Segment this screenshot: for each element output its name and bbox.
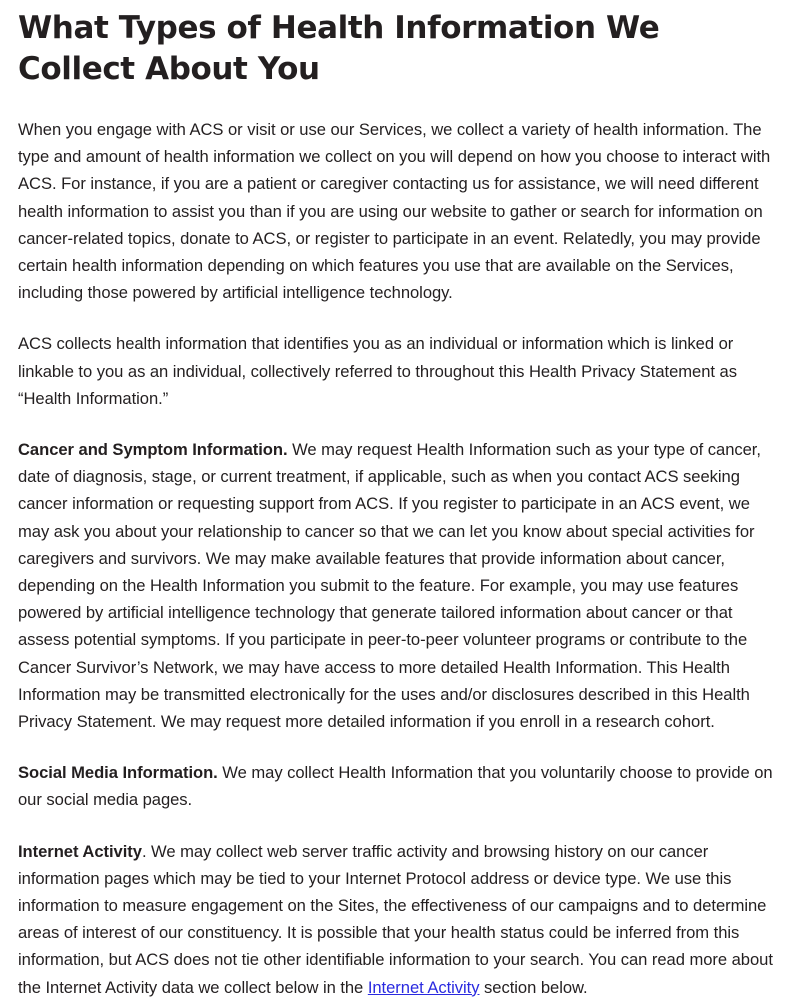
privacy-statement-page bbox=[0, 8, 800, 1001]
paragraph-text-after-link: section below. bbox=[479, 977, 588, 997]
paragraph-text: We may request Health Information such as your type of cancer, date of diagnosis, stage, or current treatment, if applicable, such as when you contact ACS seeking cancer information or requesting support from ACS. If you register to participate in an ACS event, we may ask you about your relationship to cancer so that we can let you know about special activities for caregivers and survivors. We may make available features that provide information about cancer, depending on the Health Information you submit to the feature. For example, you may use features powered by artificial intelligence technology that generate tailored information about cancer or that assess potential symptoms. If you participate in peer-to-peer volunteer programs or contribute to the Cancer Survivor’s Network, we may have access to more detailed Health Information. This Health Information may be transmitted electronically for the uses and/or disclosures described in this Health Privacy Statement. We may request more detailed information if you enroll in a research cohort. bbox=[18, 440, 761, 732]
paragraph-text: When you engage with ACS or visit or use our Services, we collect a variety of health information. The type and amount of health information we collect on you will depend on how you choose to interact with ACS. For instance, if you are a patient or caregiver contacting us for assistance, we will need different health information to assist you than if you are using our website to gather or search for information on cancer-related topics, donate to ACS, or register to participate in an event. Relatedly, you may provide certain health information depending on which features you use that are available on the Services, including those powered by artificial intelligence technology. bbox=[18, 120, 771, 303]
intro-paragraph bbox=[18, 116, 783, 306]
page-title: What Types of Health Information We Collect About You bbox=[18, 10, 660, 87]
social-media-paragraph bbox=[18, 759, 783, 813]
social-media-lead-in: Social Media Information. bbox=[18, 763, 218, 783]
internet-activity-paragraph bbox=[18, 838, 783, 1001]
cancer-symptom-paragraph bbox=[18, 436, 783, 735]
paragraph-text-before-link: . We may collect web server traffic activity and browsing history on our cancer information pages which may be tied to your Internet Protocol address or device type. We use this information to measure engagement on the Sites, the effectiveness of our campaigns and to determine areas of interest of our constituency. It is possible that your health status could be inferred from this information, but ACS does not tie other identifiable information to your search. You can read more about the Internet Activity data we collect below in the bbox=[18, 841, 773, 997]
internet-activity-lead-in: Internet Activity bbox=[18, 841, 142, 861]
paragraph-text: ACS collects health information that identifies you as an individual or information which is linked or linkable to you as an individual, collectively referred to throughout this Health Privacy Statement as “Health Information.” bbox=[18, 334, 737, 408]
internet-activity-link[interactable]: Internet Activity bbox=[367, 977, 480, 997]
cancer-symptom-lead-in: Cancer and Symptom Information. bbox=[18, 440, 288, 460]
paragraph-text: We may collect Health Information that you voluntarily choose to provide on our social media pages. bbox=[18, 763, 773, 810]
definition-paragraph bbox=[18, 330, 783, 412]
